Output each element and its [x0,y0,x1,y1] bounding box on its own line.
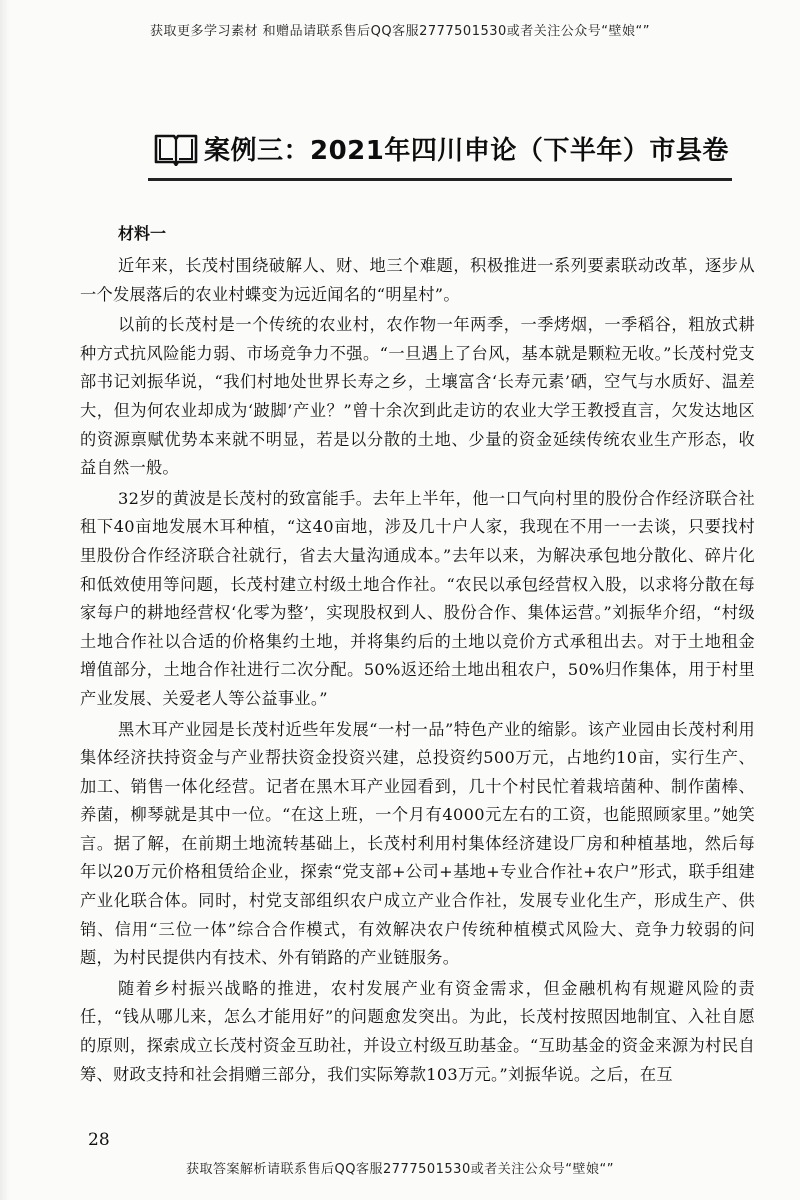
open-book-icon [154,132,198,166]
title-block [148,120,732,182]
paragraph: 随着乡村振兴战略的推进，农村发展产业有资金需求，但金融机构有规避风险的责任，“钱从哪儿来，怎么才能用好”的问题愈发突出。为此，长茂村按照因地制宜、入社自愿的原则，探索成立长茂村资金互助社，并设立村级互助基金。“互助基金的资金来源为村民自筹、财政支持和社会捐赠三部分，我们实际筹款103万元。”刘振华说。之后，在互 [80,978,755,1084]
paragraph: 黑木耳产业园是长茂村近些年发展“一村一品”特色产业的缩影。该产业园由长茂村利用集体经济扶持资金与产业帮扶资金投资兴建，总投资约500万元，占地约10亩，实行生产、加工、销售一体化经营。记者在黑木耳产业园看到，几十个村民忙着栽培菌种、制作菌棒、养菌，柳琴就是其中一位。“在这上班，一个月有4000元左右的工资，也能照顾家里。”她笑言。据了解，在前期土地流转基础上，长茂村利用村集体经济建设厂房和种植基地，然后每年以20万元价格租赁给企业，探索“党支部+公司+基地+专业合作社+农户”形式，联手组建产业化联合体。同时，村党支部组织农户成立产业合作社，发展专业化生产，形成生产、供销、信用“三位一体”综合合作模式，有效解决农户传统种植模式风险大、竞争力较弱的问题，为村民提供内有技术、外有销路的产业链服务。 [80,719,755,968]
section-heading: 材料一 [118,224,167,243]
article-body [80,220,755,1091]
paragraph: 以前的长茂村是一个传统的农业村，农作物一年两季，一季烤烟，一季稻谷，粗放式耕种方式抗风险能力弱、市场竞争力不强。“一旦遇上了台风，基本就是颗粒无收。”长茂村党支部书记刘振华说，“我们村地处世界长寿之乡，土壤富含‘长寿元素’硒，空气与水质好、温差大，但为何农业却成为‘跛脚’产业？”曾十余次到此走访的农业大学王教授直言，欠发达地区的资源禀赋优势本来就不明显，若是以分散的土地、少量的资金延续传统农业生产形态，收益自然一般。 [80,315,755,478]
page-number: 28 [88,1130,110,1150]
header-note: 获取更多学习素材 和赠品请联系售后QQ客服2777501530或者关注公众号“壁娘“” [149,24,650,39]
title-underline [148,178,732,181]
paragraph: 32岁的黄波是长茂村的致富能手。去年上半年，他一口气向村里的股份合作经济联合社租下40亩地发展木耳种植，“这40亩地，涉及几十户人家，我现在不用一一去谈，只要找村里股份合作经济联合社就行，省去大量沟通成本。”去年以来，为解决承包地分散化、碎片化和低效使用等问题，长茂村建立村级土地合作社。“农民以承包经营权入股，以求将分散在每家每户的耕地经营权‘化零为整’，实现股权到人、股份合作、集体运营。”刘振华介绍，“村级土地合作社以合适的价格集约土地，并将集约后的土地以竞价方式承租出去。对于土地租金增值部分，土地合作社进行二次分配。50%返还给土地出租农户，50%归作集体，用于村里产业发展、关爱老人等公益事业。” [80,488,755,708]
paragraph: 近年来，长茂村围绕破解人、财、地三个难题，积极推进一系列要素联动改革，逐步从一个发展落后的农业村蝶变为远近闻名的“明星村”。 [80,256,755,304]
page-title: 案例三：2021年四川申论（下半年）市县卷 [204,136,729,166]
footer-note: 获取答案解析请联系售后QQ客服2777501530或者关注公众号“壁娘“” [186,1162,614,1177]
